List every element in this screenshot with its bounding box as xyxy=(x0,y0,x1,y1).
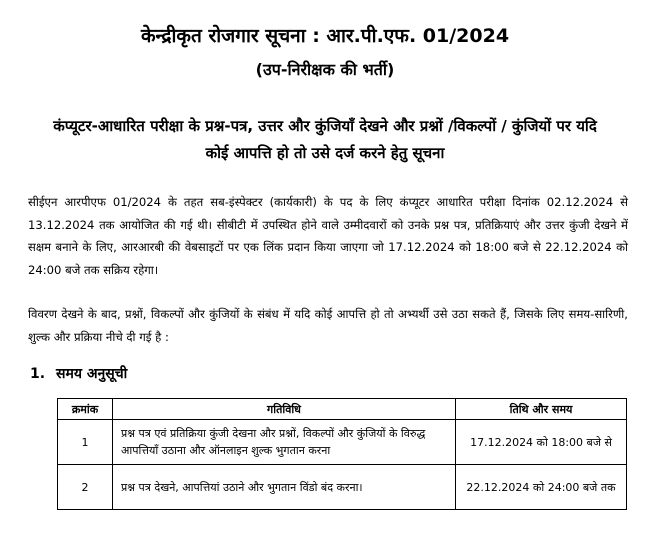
intro-paragraph: सीईएन आरपीएफ 01/2024 के तहत सब-इंस्पेक्टर (कार्यकारी) के पद के लिए कंप्यूटर आधारित परीक्षा दिनांक 02.12.2024 से 13.12.2024 तक आयोजित की गई थी। सीबीटी में उपस्थित होने वाले उम्मीदवारों को उनके प्रश्न पत्र, प्रतिक्रियाएं और उत्तर कुंजी देखने में सक्षम बनाने के लिए, आरआरबी की वेबसाइटों पर एक लिंक प्रदान किया जाएगा जो 17.12.2024 को 18:00 बजे से 22.12.2024 को 24:00 बजे तक सक्रिय रहेगा। xyxy=(28,195,628,277)
schedule-section-title: समय अनुसूची xyxy=(56,366,128,382)
schedule-table xyxy=(57,398,627,510)
notice-heading-line-2: कोई आपत्ति हो तो उसे दर्ज करने हेतु सूचना xyxy=(205,144,445,162)
notice-heading-line-1: कंप्यूटर-आधारित परीक्षा के प्रश्न-पत्र, उत्तर और कुंजियाँ देखने और प्रश्नों /विकल्पों / कुंजियों पर यदि xyxy=(53,117,597,135)
objection-paragraph: विवरण देखने के बाद, प्रश्नों, विकल्पों और कुंजियों के संबंध में यदि कोई आपत्ति हो तो अभ्यर्थी उसे उठा सकते हैं, जिसके लिए समय-सारिणी, शुल्क और प्रक्रिया नीचे दी गई है : xyxy=(28,307,628,344)
column-header-activity: गतिविधि xyxy=(113,399,456,420)
column-header-datetime: तिथि और समय xyxy=(456,399,627,420)
row-activity: प्रश्न पत्र देखने, आपत्तियां उठाने और भुगतान विंडो बंद करना। xyxy=(113,465,456,510)
schedule-header-row xyxy=(58,399,627,420)
column-header-serial: क्रमांक xyxy=(58,399,113,420)
table-row xyxy=(58,465,627,510)
notice-title: केन्द्रीकृत रोजगार सूचना : आर.पी.एफ. 01/2024 xyxy=(140,25,510,47)
notice-subtitle: (उप-निरीक्षक की भर्ती) xyxy=(255,60,395,79)
schedule-heading xyxy=(30,364,127,383)
table-row xyxy=(58,420,627,465)
row-datetime: 17.12.2024 को 18:00 बजे से xyxy=(456,420,627,465)
row-serial-number: 2 xyxy=(58,465,113,510)
row-serial-number: 1 xyxy=(58,420,113,465)
row-datetime: 22.12.2024 को 24:00 बजे तक xyxy=(456,465,627,510)
row-activity: प्रश्न पत्र एवं प्रतिक्रिया कुंजी देखना और प्रश्नों, विकल्पों और कुंजियों के विरुद्ध आपत्तियाँ उठाना और ऑनलाइन शुल्क भुगतान करना xyxy=(113,420,456,465)
schedule-section-number: 1. xyxy=(30,366,46,382)
